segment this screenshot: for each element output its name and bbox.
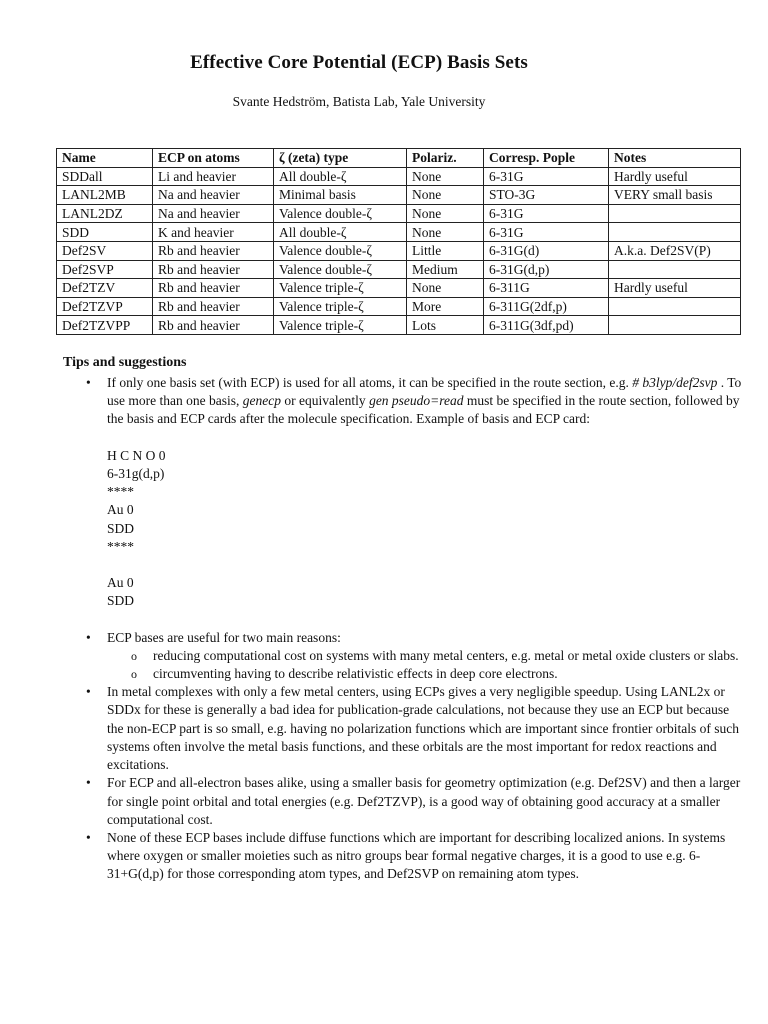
table-cell: None xyxy=(407,204,484,223)
code-example-2 xyxy=(107,574,743,610)
table-cell: STO-3G xyxy=(484,186,609,205)
table-cell: Rb and heavier xyxy=(153,279,274,298)
table-cell: Def2TZV xyxy=(57,279,153,298)
table-cell: 6-31G xyxy=(484,167,609,186)
table-row xyxy=(57,223,741,242)
code-line: H C N O 0 xyxy=(107,447,166,463)
tips-list xyxy=(63,374,743,884)
table-cell: LANL2DZ xyxy=(57,204,153,223)
table-cell: Valence triple-ζ xyxy=(274,316,407,335)
text-run: If only one basis set (with ECP) is used for all atoms, it can be specified in the route section, e.g. xyxy=(107,375,633,390)
table-cell: Minimal basis xyxy=(274,186,407,205)
table-cell: Def2SV xyxy=(57,241,153,260)
table-cell: Na and heavier xyxy=(153,204,274,223)
code-line: 6-31g(d,p) xyxy=(107,465,165,481)
code-line: **** xyxy=(107,484,134,500)
author-line: Svante Hedström, Batista Lab, Yale University xyxy=(232,94,486,109)
code-line: SDD xyxy=(107,520,135,536)
table-cell: None xyxy=(407,167,484,186)
sub-list-item: o circumventing having to describe relativistic effects in deep core electrons. xyxy=(153,665,743,683)
table-cell: None xyxy=(407,223,484,242)
table-cell: 6-311G xyxy=(484,279,609,298)
table-cell: Lots xyxy=(407,316,484,335)
table-cell: All double-ζ xyxy=(274,167,407,186)
table-cell: Valence double-ζ xyxy=(274,241,407,260)
table-cell: 6-31G(d) xyxy=(484,241,609,260)
list-item: • In metal complexes with only a few metal centers, using ECPs gives a very negligible speedup. Using LANL2x or SDDx for these is generally a bad idea for publication-grade calculations, not because they use an ECP but because the non-ECP part is so small, e.g. having no polarization functions which are important since frontier orbitals of such systems often involve the metal basis functions, and these orbitals are the most important for redox reactions and excitations. xyxy=(107,683,743,774)
keyword-genecp: genecp xyxy=(242,393,281,409)
table-cell xyxy=(609,297,741,316)
basis-set-table xyxy=(56,148,741,335)
code-line: SDD xyxy=(107,593,135,609)
table-row xyxy=(57,297,741,316)
header-cell: ECP on atoms xyxy=(153,149,274,168)
code-example-1 xyxy=(107,447,743,556)
table-cell xyxy=(609,223,741,242)
header-cell: Polariz. xyxy=(407,149,484,168)
table-row xyxy=(57,241,741,260)
table-row xyxy=(57,186,741,205)
table-cell: 6-31G xyxy=(484,204,609,223)
route-example: # b3lyp/def2svp xyxy=(632,375,718,390)
table-cell: Valence triple-ζ xyxy=(274,279,407,298)
table-cell: Little xyxy=(407,241,484,260)
table-cell: Rb and heavier xyxy=(153,316,274,335)
list-item: • For ECP and all-electron bases alike, using a smaller basis for geometry optimization (e.g. Def2SV) and then a larger for single point orbital and total energies (e.g. Def2TZVP), is a good way of obtaining good accuracy at a smaller computational cost. xyxy=(107,774,743,829)
table-cell: 6-31G xyxy=(484,223,609,242)
text-run: ECP bases are useful for two main reasons: xyxy=(107,629,341,645)
table-cell: Medium xyxy=(407,260,484,279)
list-item xyxy=(107,374,743,629)
table-cell xyxy=(609,260,741,279)
table-cell: Def2TZVP xyxy=(57,297,153,316)
code-line: Au 0 xyxy=(107,502,134,518)
table-cell: SDD xyxy=(57,223,153,242)
text-run: must be specified in the route section, followed by the basis and ECP cards after the molecule specification. Example of basis and ECP card: xyxy=(107,393,740,427)
list-item: • None of these ECP bases include diffuse functions which are important for describing localized anions. In systems where oxygen or smaller moieties such as nitro groups bear formal negative charges, it is a good to use e.g. 6-31+G(d,p) for those corresponding atom types, and Def2SVP on remaining atom types. xyxy=(107,829,743,884)
table-cell: VERY small basis xyxy=(609,186,741,205)
table-cell: All double-ζ xyxy=(274,223,407,242)
header-cell: Corresp. Pople xyxy=(484,149,609,168)
table-cell: SDDall xyxy=(57,167,153,186)
text-run: or equivalently xyxy=(280,393,370,409)
table-cell: Rb and heavier xyxy=(153,297,274,316)
table-cell: 6-31G(d,p) xyxy=(484,260,609,279)
table-cell: Na and heavier xyxy=(153,186,274,205)
code-line: **** xyxy=(107,538,134,554)
table-cell: Hardly useful xyxy=(609,279,741,298)
table-cell: Def2SVP xyxy=(57,260,153,279)
table-row xyxy=(57,260,741,279)
table-row xyxy=(57,316,741,335)
header-cell: Name xyxy=(57,149,153,168)
code-line: Au 0 xyxy=(107,575,134,591)
table-cell: 6-311G(2df,p) xyxy=(484,297,609,316)
table-cell: None xyxy=(407,186,484,205)
table-cell: Valence double-ζ xyxy=(274,204,407,223)
list-item xyxy=(107,629,743,684)
text-run: . To use more than one basis, xyxy=(107,375,742,409)
keyword-gen-pseudo: gen pseudo=read xyxy=(369,393,464,409)
table-cell: More xyxy=(407,297,484,316)
sub-list-item: o reducing computational cost on systems with many metal centers, e.g. metal or metal oxide clusters or slabs. xyxy=(153,647,743,665)
table-cell: K and heavier xyxy=(153,223,274,242)
table-cell: 6-311G(3df,pd) xyxy=(484,316,609,335)
table-cell: Li and heavier xyxy=(153,167,274,186)
table-cell: Valence double-ζ xyxy=(274,260,407,279)
table-cell xyxy=(609,316,741,335)
table-cell: None xyxy=(407,279,484,298)
table-cell: Rb and heavier xyxy=(153,241,274,260)
table-header-row xyxy=(57,149,741,168)
header-cell: Notes xyxy=(609,149,741,168)
table-cell xyxy=(609,204,741,223)
table-cell: Def2TZVPP xyxy=(57,316,153,335)
table-cell: A.k.a. Def2SV(P) xyxy=(609,241,741,260)
tips-heading: Tips and suggestions xyxy=(63,355,187,370)
sub-list xyxy=(107,647,743,683)
table-cell: LANL2MB xyxy=(57,186,153,205)
tips-section xyxy=(63,374,743,884)
table-cell: Rb and heavier xyxy=(153,260,274,279)
table-row xyxy=(57,204,741,223)
table-cell: Valence triple-ζ xyxy=(274,297,407,316)
header-cell: ζ (zeta) type xyxy=(274,149,407,168)
document-title: Effective Core Potential (ECP) Basis Sets xyxy=(190,52,528,73)
table-row xyxy=(57,167,741,186)
table-cell: Hardly useful xyxy=(609,167,741,186)
table-row xyxy=(57,279,741,298)
